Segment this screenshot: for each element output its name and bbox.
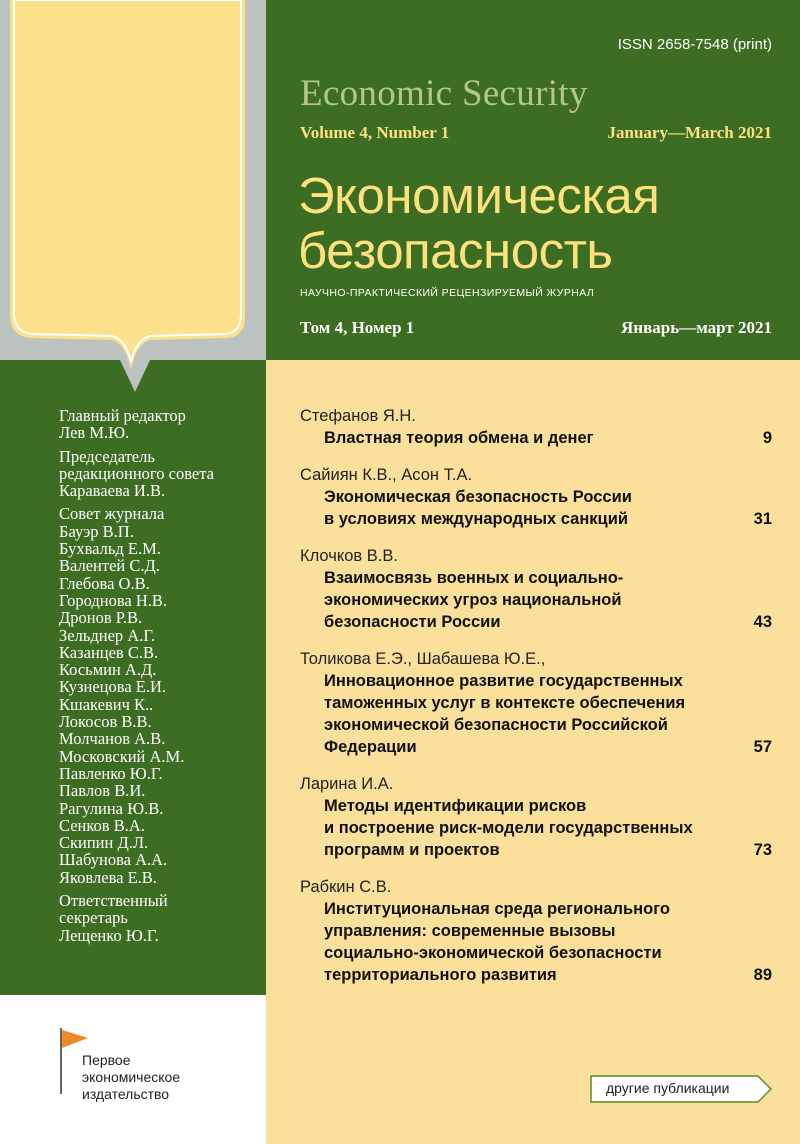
date-ru: Январь—март 2021	[621, 318, 772, 337]
toc-page: 31	[753, 510, 772, 528]
shield-emblem	[0, 0, 266, 400]
secretary-role-2: секретарь	[59, 908, 128, 928]
publisher-line-3: издательство	[82, 1086, 170, 1102]
toc-authors: Стефанов Я.Н.	[300, 407, 416, 425]
toc-title-line: Властная теория обмена и денег	[324, 429, 594, 447]
toc-title[interactable]	[324, 795, 724, 861]
toc-entry[interactable]	[300, 546, 772, 633]
publisher-line-1: Первое	[82, 1052, 131, 1068]
toc-title-line: в условиях международных санкций	[324, 510, 628, 528]
toc-title-line: таможенных услуг в контексте обеспечения	[324, 694, 686, 712]
toc-title[interactable]	[324, 898, 724, 986]
council-member: Бауэр В.П.	[59, 521, 134, 541]
toc-title[interactable]	[324, 670, 724, 758]
toc-title-line: Методы идентификации рисков	[324, 797, 587, 815]
date-en: January—March 2021	[607, 123, 772, 142]
council-chair-name: Караваева И.В.	[59, 481, 166, 501]
more-publications-button[interactable]	[590, 1075, 772, 1103]
council-chair-group	[59, 448, 264, 500]
journal-title-ru-line-2: безопасность	[298, 222, 613, 279]
council-member: Кузнецова Е.И.	[59, 677, 167, 697]
toc-entry[interactable]	[300, 774, 772, 861]
journal-title-ru	[298, 168, 659, 278]
issn: ISSN 2658-7548 (print)	[617, 36, 772, 53]
council-group	[59, 505, 264, 886]
council-role: Совет журнала	[59, 504, 165, 524]
toc-authors: Рабкин С.В.	[300, 878, 392, 896]
chief-editor-group	[59, 407, 264, 442]
council-member: Локосов В.В.	[59, 712, 152, 732]
council-member: Рагулина Ю.В.	[59, 798, 164, 818]
journal-title-ru-line-1: Экономическая	[298, 167, 660, 224]
council-member: Сенков В.А.	[59, 815, 145, 835]
toc-page: 57	[753, 738, 772, 756]
toc-page: 89	[753, 966, 772, 984]
toc-title-line: экономических угроз национальной	[324, 591, 622, 609]
table-of-contents	[300, 406, 772, 1002]
council-member: Казанцев С.В.	[59, 642, 159, 662]
journal-subtitle: НАУЧНО-ПРАКТИЧЕСКИЙ РЕЦЕНЗИРУЕМЫЙ ЖУРНАЛ	[300, 287, 595, 299]
council-chair-role-2: редакционного совета	[59, 463, 214, 483]
toc-entry[interactable]	[300, 465, 772, 530]
council-member: Зельднер А.Г.	[59, 625, 156, 645]
volume-en: Volume 4, Number 1	[300, 123, 450, 142]
toc-entry[interactable]	[300, 406, 772, 449]
secretary-role-1: Ответственный	[59, 891, 168, 911]
toc-title[interactable]	[324, 567, 724, 633]
council-member: Шабунова А.А.	[59, 850, 168, 870]
publisher-name	[82, 1052, 262, 1103]
toc-title-line: территориального развития	[324, 966, 557, 984]
editorial-board	[59, 407, 264, 950]
journal-title-en: Economic Security	[300, 73, 588, 114]
toc-authors: Сайиян К.В., Асон Т.А.	[300, 466, 473, 484]
toc-page: 73	[753, 841, 772, 859]
toc-authors: Клочков В.В.	[300, 547, 398, 565]
toc-title-line: программ и проектов	[324, 841, 500, 859]
toc-title-line: экономической безопасности Российской	[324, 716, 668, 734]
council-member: Глебова О.В.	[59, 573, 150, 593]
council-member: Молчанов А.В.	[59, 729, 166, 749]
council-member: Бухвальд Е.М.	[59, 539, 161, 559]
toc-title-line: Институциональная среда регионального	[324, 900, 670, 918]
toc-title[interactable]	[324, 486, 724, 530]
toc-page: 9	[762, 429, 772, 447]
secretary-group	[59, 892, 264, 944]
chief-editor-name: Лев М.Ю.	[59, 423, 130, 443]
council-member: Дронов Р.В.	[59, 608, 143, 628]
toc-title-line: Федерации	[324, 738, 417, 756]
more-publications-label: другие публикации	[606, 1080, 730, 1096]
council-member: Московский А.М.	[59, 746, 185, 766]
toc-page: 43	[753, 613, 772, 631]
council-member: Городнова Н.В.	[59, 590, 168, 610]
header	[266, 0, 800, 360]
volume-ru: Том 4, Номер 1	[300, 318, 415, 337]
toc-authors: Толикова Е.Э., Шабашева Ю.Е.,	[300, 650, 546, 668]
secretary-name: Лещенко Ю.Г.	[59, 925, 159, 945]
council-member: Кшакевич К..	[59, 694, 154, 714]
toc-entry[interactable]	[300, 877, 772, 986]
toc-title-line: Взаимосвязь военных и социально-	[324, 569, 624, 587]
chief-editor-role: Главный редактор	[59, 406, 186, 425]
council-chair-role-1: Председатель	[59, 446, 155, 466]
council-member: Павленко Ю.Г.	[59, 763, 163, 783]
toc-title[interactable]	[324, 427, 724, 449]
toc-title-line: управления: современные вызовы	[324, 922, 616, 940]
toc-title-line: Инновационное развитие государственных	[324, 672, 683, 690]
council-member: Яковлева Е.В.	[59, 867, 157, 887]
council-member: Косьмин А.Д.	[59, 660, 157, 680]
council-member: Валентей С.Д.	[59, 556, 160, 576]
toc-title-line: безопасности России	[324, 613, 501, 631]
toc-title-line: и построение риск-модели государственных	[324, 819, 693, 837]
publisher-line-2: экономическое	[82, 1069, 181, 1085]
toc-title-line: социально-экономической безопасности	[324, 944, 662, 962]
toc-authors: Ларина И.А.	[300, 775, 394, 793]
toc-title-line: Экономическая безопасность России	[324, 488, 632, 506]
council-member: Павлов В.И.	[59, 781, 146, 801]
council-member: Скипин Д.Л.	[59, 833, 149, 853]
toc-entry[interactable]	[300, 649, 772, 758]
